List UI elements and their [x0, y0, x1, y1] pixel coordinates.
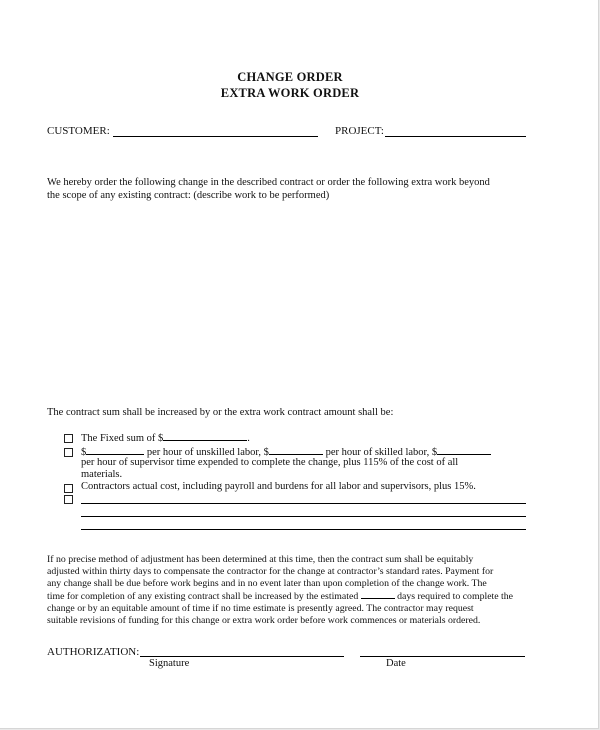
estimated-days-field[interactable] [361, 590, 395, 599]
date-label: Date [386, 658, 406, 669]
hourly-dollar: $ [81, 447, 87, 458]
unskilled-label: per hour of unskilled labor, $ [146, 447, 269, 458]
other-line-2[interactable] [81, 516, 526, 517]
terms-line-4b: days required to complete the [397, 591, 514, 602]
fixed-sum-period: . [247, 433, 250, 444]
terms-paragraph [47, 554, 527, 627]
signature-field[interactable] [140, 656, 344, 657]
actual-cost-checkbox[interactable] [64, 484, 73, 493]
fixed-sum-checkbox[interactable] [64, 434, 73, 443]
hourly-line-2: per hour of supervisor time expended to complete the change, plus 115% of the cost of all [81, 457, 459, 468]
document-title: CHANGE ORDER [237, 70, 343, 84]
project-field[interactable] [385, 136, 526, 137]
customer-field[interactable] [113, 136, 318, 137]
other-line-3[interactable] [81, 529, 526, 530]
terms-line-6: suitable revisions of funding for this change or extra work order before work commences or materials ordered. [47, 615, 481, 626]
customer-label: CUSTOMER: [47, 125, 110, 137]
supervisor-rate-field[interactable] [437, 445, 491, 455]
fixed-sum-amount-field[interactable] [163, 431, 247, 441]
contract-sum-statement: The contract sum shall be increased by or the extra work contract amount shall be: [47, 407, 394, 418]
other-checkbox[interactable] [64, 495, 73, 504]
terms-line-1: If no precise method of adjustment has been determined at this time, then the contract sum shall be equitably [47, 554, 474, 565]
terms-line-5: change or by an equitable amount of time if no time estimate is presently agreed. The contractor may request [47, 603, 474, 614]
terms-line-2: adjusted within thirty days to compensate the contractor for the change at contractor’s standard rates. Payment for [47, 566, 494, 577]
date-field[interactable] [360, 656, 525, 657]
signature-label: Signature [149, 658, 190, 669]
project-label: PROJECT: [335, 125, 384, 137]
intro-line-1: We hereby order the following change in the described contract or order the following extra work beyond [47, 177, 490, 188]
fixed-sum-label: The Fixed sum of $ [81, 433, 164, 444]
terms-line-4a: time for completion of any existing contract shall be increased by the estimated [47, 591, 359, 602]
skilled-rate-field[interactable] [269, 445, 323, 455]
other-line-1[interactable] [81, 503, 526, 504]
hourly-checkbox[interactable] [64, 448, 73, 457]
hourly-line-3: materials. [81, 469, 123, 480]
skilled-label: per hour of skilled labor, $ [325, 447, 438, 458]
terms-line-4 [47, 590, 527, 603]
actual-cost-option: Contractors actual cost, including payroll and burdens for all labor and supervisors, plus 15%. [81, 481, 476, 492]
fixed-sum-option [81, 431, 250, 444]
authorization-label: AUTHORIZATION: [47, 646, 140, 658]
document-subtitle: EXTRA WORK ORDER [220, 86, 360, 100]
work-description-area[interactable] [47, 206, 527, 396]
intro-line-2: the scope of any existing contract: (describe work to be performed) [47, 190, 330, 201]
unskilled-rate-field[interactable] [86, 445, 144, 455]
terms-line-3: any change shall be due before work begins and in no event later than upon completion of the change work. The [47, 578, 487, 589]
